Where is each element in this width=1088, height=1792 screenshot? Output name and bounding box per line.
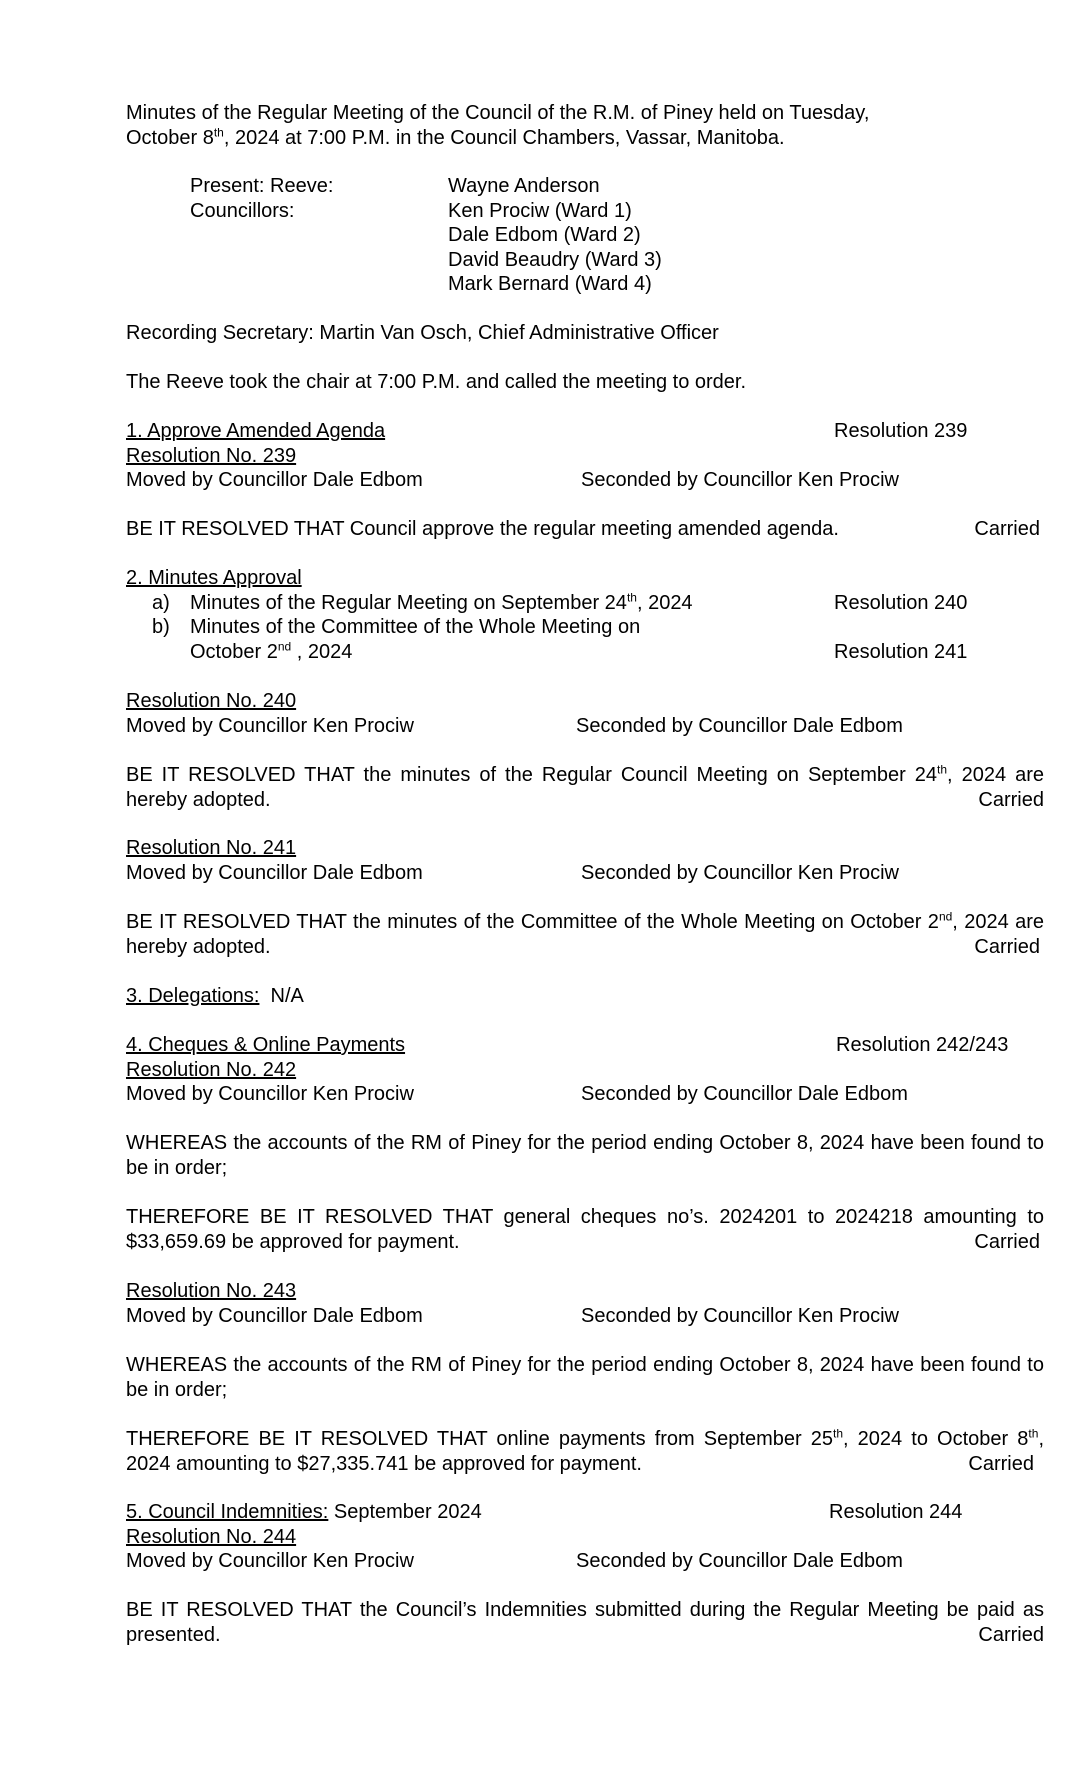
councillors-label: Councillors: bbox=[190, 199, 295, 222]
seconded-by: Seconded by Councillor Dale Edbom bbox=[576, 714, 903, 737]
section-title: 5. Council Indemnities: bbox=[126, 1501, 329, 1523]
section-title: 1. Approve Amended Agenda bbox=[126, 420, 386, 442]
councillor-name: Ken Prociw (Ward 1) bbox=[448, 199, 632, 222]
moved-by: Moved by Councillor Ken Prociw bbox=[126, 1083, 414, 1105]
section-1 bbox=[126, 419, 1044, 493]
resolution-text-sup: th bbox=[937, 762, 948, 777]
moved-by: Moved by Councillor Ken Prociw bbox=[126, 1550, 414, 1572]
resolution-number: Resolution No. 240 bbox=[126, 690, 297, 712]
resolution-ref: Resolution 242/243 bbox=[836, 1034, 1009, 1056]
resolution-240-text bbox=[126, 763, 1044, 812]
resolution-text-a: BE IT RESOLVED THAT the minutes of the Committee of the Whole Meeting on October 2 bbox=[126, 911, 939, 933]
resolution-ref: Resolution 240 bbox=[834, 591, 968, 614]
section-title-suffix: September 2024 bbox=[328, 1501, 482, 1523]
section-5 bbox=[126, 1500, 1044, 1574]
resolution-239-text bbox=[126, 517, 1044, 542]
item-a-sup: th bbox=[626, 589, 637, 604]
therefore-a: THEREFORE BE IT RESOLVED THAT online payments from September 25 bbox=[126, 1428, 833, 1450]
header-location: , 2024 at 7:00 P.M. in the Council Chambers, Vassar, Manitoba. bbox=[223, 126, 785, 149]
resolution-ref: Resolution 244 bbox=[829, 1501, 963, 1523]
therefore-b: , 2024 to October 8 bbox=[843, 1428, 1029, 1450]
resolution-text-b: , 2024 are hereby adopted. bbox=[126, 764, 1044, 811]
seconded-by: Seconded by Councillor Ken Prociw bbox=[581, 861, 899, 884]
resolution-text-a: BE IT RESOLVED THAT the minutes of the Regular Council Meeting on September 24 bbox=[126, 764, 938, 786]
therefore-sup-2: th bbox=[1028, 1426, 1039, 1441]
item-b-label: b) bbox=[152, 616, 170, 638]
item-b-text-line2 bbox=[190, 640, 352, 665]
seconded-by: Seconded by Councillor Ken Prociw bbox=[581, 1304, 899, 1327]
moved-by: Moved by Councillor Dale Edbom bbox=[126, 469, 423, 491]
attendance bbox=[126, 174, 1044, 297]
item-a-text-1: Minutes of the Regular Meeting on September 24 bbox=[190, 591, 627, 614]
header-line-1: Minutes of the Regular Meeting of the Council of the R.M. of Piney held on Tuesday, bbox=[126, 102, 870, 124]
seconded-by: Seconded by Councillor Dale Edbom bbox=[581, 1083, 908, 1105]
resolution-243-therefore bbox=[126, 1427, 1044, 1476]
item-b-date: October 2 bbox=[190, 640, 278, 663]
result-carried: Carried bbox=[978, 1623, 1044, 1646]
reeve-label: Present: Reeve: bbox=[190, 175, 334, 197]
result-carried: Carried bbox=[968, 1452, 1034, 1475]
resolution-241-text bbox=[126, 910, 1044, 959]
resolution-ref: Resolution 241 bbox=[834, 640, 968, 663]
result-carried: Carried bbox=[974, 1230, 1040, 1253]
resolution-244-text bbox=[126, 1598, 1044, 1647]
seconded-by: Seconded by Councillor Ken Prociw bbox=[581, 469, 899, 491]
resolution-text: BE IT RESOLVED THAT the Council’s Indemnities submitted during the Regular Meeting be paid as presented. bbox=[126, 1599, 1044, 1646]
item-b-year: , 2024 bbox=[291, 640, 353, 663]
call-to-order-text: The Reeve took the chair at 7:00 P.M. and called the meeting to order. bbox=[126, 371, 747, 393]
section-4 bbox=[126, 1033, 1044, 1107]
item-a-text-2: , 2024 bbox=[636, 591, 693, 614]
item-b-sup: nd bbox=[277, 638, 292, 653]
seconded-by: Seconded by Councillor Dale Edbom bbox=[576, 1550, 903, 1572]
resolution-243 bbox=[126, 1279, 1044, 1328]
moved-by: Moved by Councillor Ken Prociw bbox=[126, 714, 414, 737]
resolution-number: Resolution No. 239 bbox=[126, 444, 297, 467]
delegations-value: N/A bbox=[270, 985, 304, 1007]
therefore-text: THEREFORE BE IT RESOLVED THAT general cheques no’s. 2024201 to 2024218 amounting to $33,659.69 be approved for payment. bbox=[126, 1206, 1044, 1253]
resolution-text: BE IT RESOLVED THAT Council approve the regular meeting amended agenda. bbox=[126, 518, 839, 540]
secretary-text: Recording Secretary: Martin Van Osch, Chief Administrative Officer bbox=[126, 322, 719, 344]
resolution-ref: Resolution 239 bbox=[834, 420, 968, 442]
header-date-sup: th bbox=[213, 124, 224, 139]
moved-by: Moved by Councillor Dale Edbom bbox=[126, 1304, 423, 1327]
resolution-242-whereas bbox=[126, 1131, 1044, 1180]
header-date: October 8 bbox=[126, 126, 214, 149]
recording-secretary bbox=[126, 321, 1044, 346]
therefore-sup-1: th bbox=[832, 1426, 843, 1441]
section-title: 2. Minutes Approval bbox=[126, 567, 302, 589]
moved-by: Moved by Councillor Dale Edbom bbox=[126, 861, 423, 884]
result-carried: Carried bbox=[978, 788, 1044, 811]
section-title: 3. Delegations: bbox=[126, 985, 260, 1007]
item-b-text-line1: Minutes of the Committee of the Whole Meeting on bbox=[190, 616, 641, 638]
councillor-name: Dale Edbom (Ward 2) bbox=[448, 224, 641, 246]
therefore-text bbox=[126, 1427, 1044, 1476]
resolution-number: Resolution No. 242 bbox=[126, 1058, 297, 1081]
councillor-name: David Beaudry (Ward 3) bbox=[448, 248, 662, 271]
resolution-number: Resolution No. 243 bbox=[126, 1280, 297, 1302]
resolution-text bbox=[126, 763, 1044, 812]
reeve-name: Wayne Anderson bbox=[448, 175, 600, 197]
minutes-header bbox=[126, 101, 1044, 150]
resolution-number: Resolution No. 241 bbox=[126, 837, 297, 859]
resolution-number: Resolution No. 244 bbox=[126, 1525, 297, 1548]
resolution-text-b: , 2024 are hereby adopted. bbox=[126, 911, 1044, 958]
section-2 bbox=[126, 566, 1044, 664]
result-carried: Carried bbox=[974, 518, 1040, 540]
call-to-order bbox=[126, 370, 1044, 395]
whereas-text: WHEREAS the accounts of the RM of Piney for the period ending October 8, 2024 have been found to be in order; bbox=[126, 1132, 1044, 1179]
section-title: 4. Cheques & Online Payments bbox=[126, 1034, 406, 1056]
councillor-name: Mark Bernard (Ward 4) bbox=[448, 273, 652, 295]
resolution-240 bbox=[126, 689, 1044, 738]
resolution-241 bbox=[126, 836, 1044, 885]
resolution-243-whereas bbox=[126, 1353, 1044, 1402]
resolution-text bbox=[126, 910, 1044, 959]
resolution-text-sup: nd bbox=[938, 909, 953, 924]
header-line-2 bbox=[126, 126, 1044, 151]
whereas-text: WHEREAS the accounts of the RM of Piney for the period ending October 8, 2024 have been found to be in order; bbox=[126, 1354, 1044, 1401]
result-carried: Carried bbox=[974, 935, 1040, 958]
section-3 bbox=[126, 984, 1044, 1009]
therefore-c: , 2024 amounting to $27,335.741 be approved for payment. bbox=[126, 1428, 1044, 1475]
resolution-242-therefore bbox=[126, 1205, 1044, 1254]
item-a-label: a) bbox=[152, 591, 170, 614]
item-a-text bbox=[190, 591, 693, 616]
